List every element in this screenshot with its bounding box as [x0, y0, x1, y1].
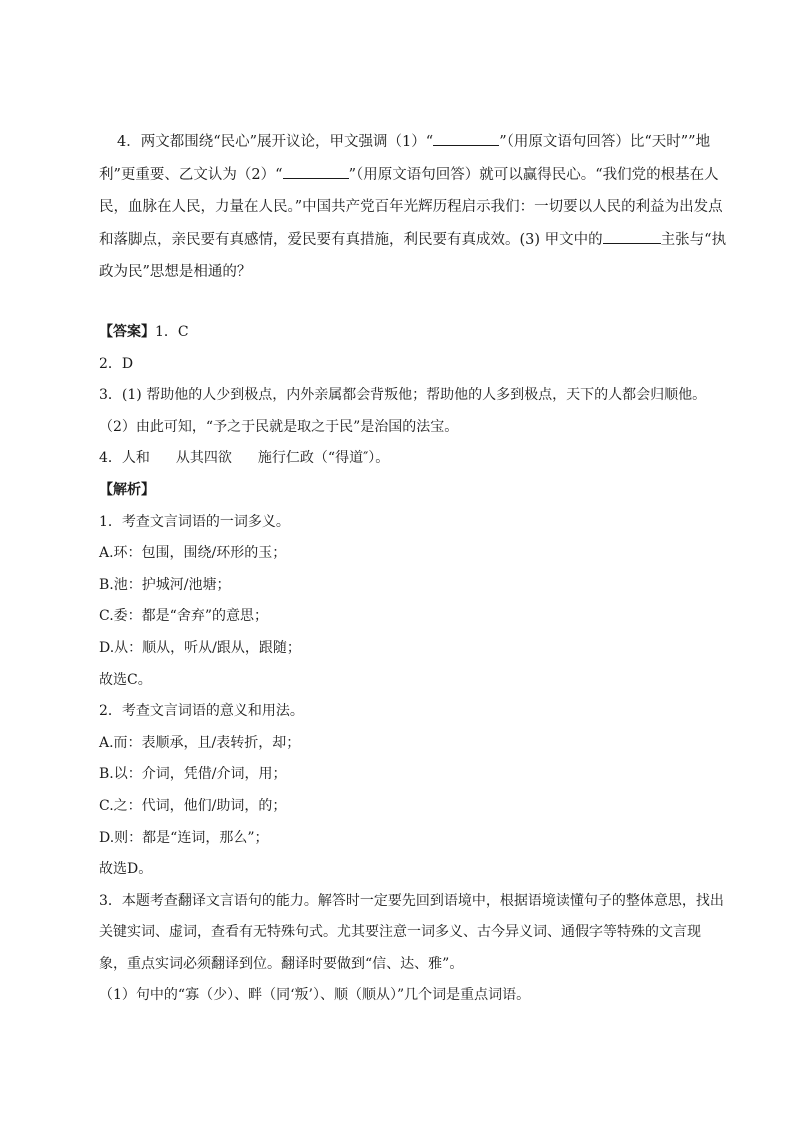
analysis-line: C.委：都是“舍弃”的意思；: [99, 608, 268, 625]
answer-label: 【答案】: [99, 324, 155, 340]
analysis-line: 故选C。: [99, 671, 152, 688]
question-4-mid1: ”（用原文语句回答）比“天时””地利”更重要、乙文认为（2）“: [99, 134, 711, 183]
analysis-line: A.环：包围，围绕/环形的玉；: [99, 545, 287, 562]
analysis-line: B.以：介词，凭借/介词，用；: [99, 766, 287, 783]
answer-2: 2．D: [99, 355, 134, 372]
blank-2: [283, 163, 349, 179]
analysis-line: D.则：都是“连词，那么”；: [99, 829, 269, 846]
question-4: [99, 126, 727, 289]
analysis-line: D.从：顺从，听从/跟从，跟随；: [99, 639, 301, 656]
analysis-line: 1．考查文言词语的一词多义。: [99, 513, 290, 530]
analysis-paragraph-3: 3．本题考查翻译文言语句的能力。解答时一定要先回到语境中，根据语境读懂句子的整体意思，找出关键实词、虚词，查看有无特殊句式。尤其要注意一词多义、古今异义词、通假字等特殊的文言现象，重点实词必须翻译到位。翻译时要做到“信、达、雅”。: [99, 892, 724, 972]
analysis-line: 2．考查文言词语的意义和用法。: [99, 703, 304, 720]
blank-1: [433, 130, 499, 146]
answer-3-part-2: （2）由此可知，“予之于民就是取之于民”是治国的法宝。: [99, 418, 459, 435]
blank-3: [603, 228, 661, 244]
analysis-line: B.池：护城河/池塘；: [99, 576, 231, 593]
question-4-mid2: ”（用原文语句回答）就可以赢得民心。“我们党的根基在人民，血脉在人民，力量在人民。”中国共产党百年光辉历程启示我们：一切要以人民的利益为出发点和落脚点，亲民要有真感情，爱民要有真措施，利民要有真成效。(3) 甲文中的: [99, 166, 723, 248]
question-4-prefix: 4．两文都围绕“民心”展开议论，甲文强调（1）“: [117, 134, 434, 150]
answers-section: [99, 317, 727, 1012]
analysis-paragraph-3-1: （1）句中的“寡（少）、畔（同‘叛’）、顺（顺从）”几个词是重点词语。: [99, 987, 531, 1004]
answer-3-part-1: 3．(1) 帮助他的人少到极点，内外亲属都会背叛他；帮助他的人多到极点，天下的人都会归顺他。: [99, 387, 707, 404]
answer-4: [99, 443, 727, 475]
answer-4-c: 施行仁政（“得道″）。: [257, 450, 390, 467]
analysis-label: 【解析】: [99, 481, 155, 498]
answer-4-b: 从其四欲: [175, 450, 232, 467]
answer-line-1: [99, 317, 727, 349]
analysis-line: C.之：代词，他们/助词，的；: [99, 797, 287, 814]
question-4-suffix: 主张与“执政为民”思想是相通的？: [99, 231, 727, 280]
answer-4-a: 4．人和: [99, 450, 150, 467]
answer-1: 1．C: [155, 324, 189, 340]
analysis-line: A.而：表顺承，且/表转折，却；: [99, 734, 301, 751]
analysis-line: 故选D。: [99, 861, 153, 878]
question-4-text: [99, 126, 727, 289]
